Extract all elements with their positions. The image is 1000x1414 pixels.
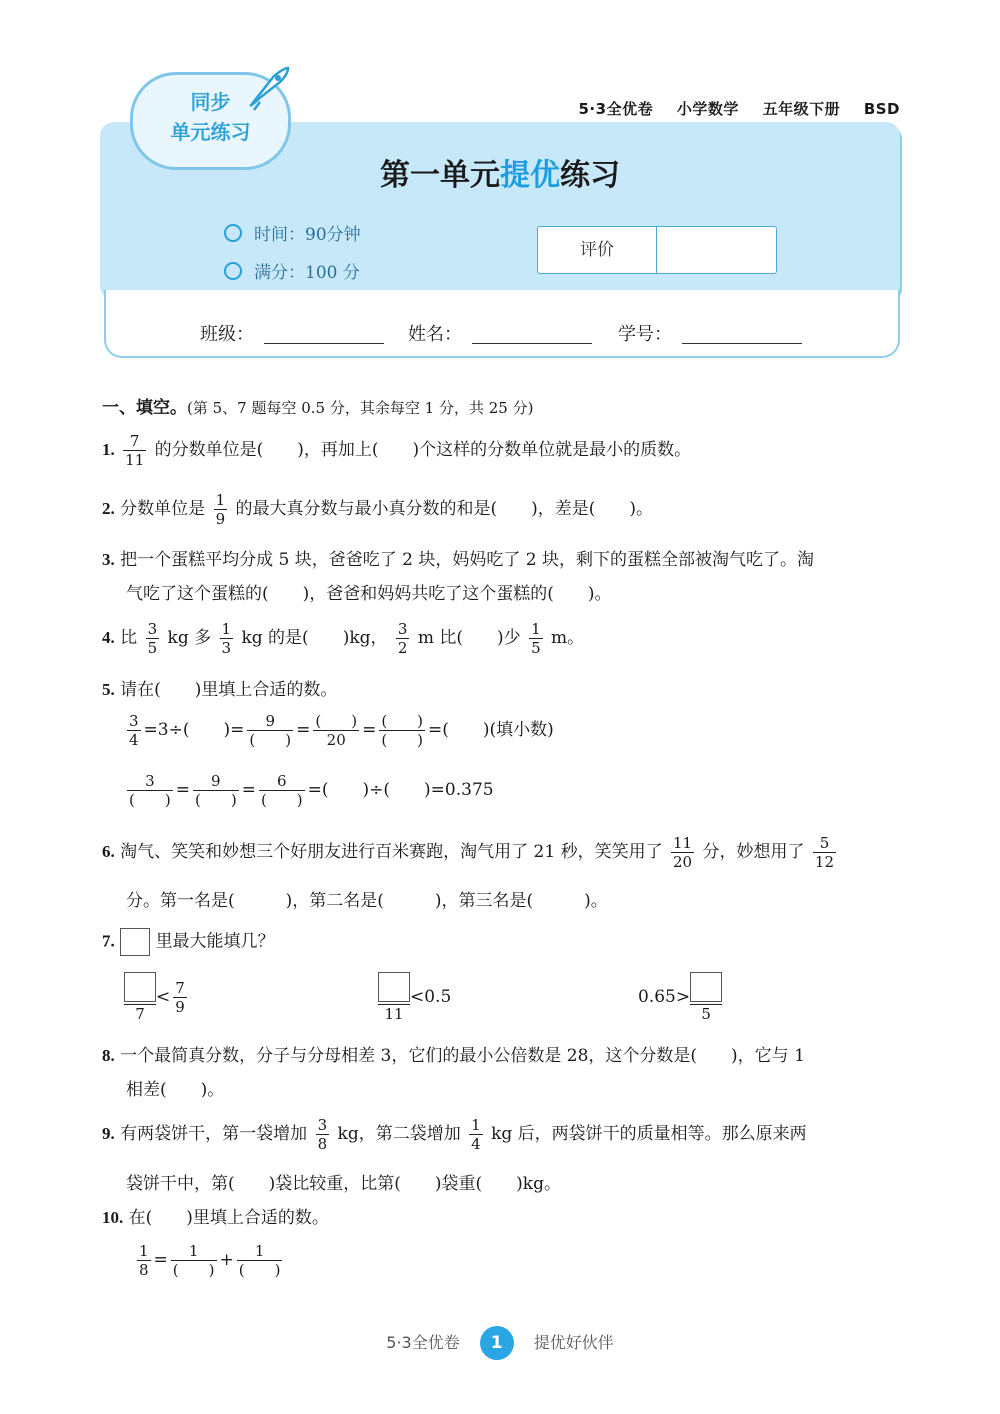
question-5-row1: $\frac{3}{4}$ =3÷( )= $\frac{9}{( )}$ = $\frac{( )}{20}$ = $\frac{( )}{( )}$ =( )(填小数) (129, 712, 554, 749)
question-7: 7. 里最大能填几？ (102, 928, 275, 956)
full-score (224, 258, 360, 283)
id-field[interactable] (618, 320, 802, 346)
series-info (561, 98, 901, 119)
fraction: $\frac{3}{5}$ (147, 620, 158, 657)
clock-icon (224, 224, 242, 242)
fraction: $\frac{7}{11}$ (125, 432, 145, 469)
question-5-row2: $\frac{3}{( )}$ = $\frac{9}{( )}$ = $\frac{6}{( )}$ =( )÷( )=0.375 (129, 772, 494, 809)
question-6-line2: 分。第一名是( )，第二名是( )，第三名是( )。 (126, 891, 608, 911)
fraction: $\frac{1}{9}$ (215, 491, 226, 528)
question-3: 3. 把一个蛋糕平均分成 5 块，爸爸吃了 2 块，妈妈吃了 2 块，剩下的蛋糕全部被淘气吃了。淘 (102, 550, 815, 570)
grade: 五年级下册 (762, 100, 841, 118)
question-7-c: 0.65> 5 (638, 972, 722, 1023)
question-8: 8. 一个最简真分数，分子与分母相差 3，它们的最小公倍数是 28，这个分数是( )，它与 1 (102, 1046, 805, 1066)
eval-label: 评价 (538, 227, 657, 273)
title-part1: 第一单元 (380, 158, 500, 193)
title-part3: 练习 (560, 158, 620, 193)
badge-line2: 单元练习 (170, 120, 251, 144)
series-name: 5·3全优卷 (578, 100, 654, 118)
score-text: 满分：100 分 (254, 263, 360, 283)
section-heading (102, 396, 533, 420)
question-9: 9. 有两袋饼干，第一袋增加 $\frac{3}{8}$ kg，第二袋增加 $\frac{1}{4}$ kg 后，两袋饼干的质量相等。那么原来两 (102, 1116, 807, 1153)
name-label: 姓名： (408, 324, 462, 345)
question-7-b: 11 <0.5 (378, 972, 451, 1023)
title-highlight: 提优 (500, 158, 560, 193)
answer-box[interactable] (690, 972, 722, 1002)
name-field[interactable] (408, 320, 592, 346)
badge-line1: 同步 (190, 90, 231, 114)
evaluation-box (537, 226, 777, 274)
subject: 小学数学 (676, 100, 739, 118)
section-title: 一、填空。 (102, 398, 187, 418)
eval-field[interactable] (657, 227, 776, 273)
footer-right: 提优好伙伴 (533, 1333, 614, 1352)
rocket-icon (244, 66, 290, 112)
fraction: $\frac{1}{3}$ (221, 620, 232, 657)
question-10: 10. 在( )里填上合适的数。 (102, 1208, 329, 1228)
question-2: 2. 分数单位是 $\frac{1}{9}$ 的最大真分数与最小真分数的和是( )，差是( )。 (102, 491, 654, 528)
question-10-equation: $\frac{1}{8}$ = $\frac{1}{( )}$ + $\frac{1}{( )}$ (139, 1242, 281, 1279)
question-8-line2: 相差( )。 (126, 1080, 225, 1100)
footer-left: 5·3全优卷 (386, 1333, 460, 1352)
answer-box[interactable] (124, 972, 156, 1002)
id-blank[interactable] (682, 343, 802, 344)
name-blank[interactable] (472, 343, 592, 344)
answer-box[interactable] (120, 928, 150, 956)
edition: BSD (863, 100, 900, 118)
fraction: $\frac{1}{5}$ (531, 620, 541, 657)
question-6: 6. 淘气、笑笑和妙想三个好朋友进行百米赛跑，淘气用了 21 秒，笑笑用了 $\frac{11}{20}$ 分，妙想用了 $\frac{5}{12}$ (102, 834, 835, 871)
class-label: 班级： (200, 324, 254, 345)
time-text: 时间：90分钟 (254, 225, 361, 245)
time-limit (224, 220, 361, 245)
question-4: 4. 比 $\frac{3}{5}$ kg 多 $\frac{1}{3}$ kg 的是( )kg， $\frac{3}{2}$ m 比( )少 $\frac{1}{5}$ m。 (102, 620, 585, 657)
question-9-line2: 袋饼干中，第( )袋比较重，比第( )袋重( )kg。 (126, 1174, 561, 1194)
question-1: 1. $\frac{7}{11}$ 的分数单位是( )，再加上( )个这样的分数单位就是最小的质数。 (102, 432, 692, 469)
fraction: $\frac{3}{2}$ (397, 620, 408, 657)
question-7-a: 7 < $\frac{7}{9}$ (124, 972, 190, 1023)
class-blank[interactable] (264, 343, 384, 344)
section-note: (第 5、7 题每空 0.5 分，其余每空 1 分，共 25 分) (187, 399, 534, 417)
page-footer (0, 1326, 1000, 1360)
id-label: 学号： (618, 324, 672, 345)
check-icon (224, 262, 242, 280)
page-number: 1 (480, 1326, 514, 1360)
page-title (0, 150, 1000, 194)
answer-box[interactable] (378, 972, 410, 1002)
question-3-line2: 气吃了这个蛋糕的( )，爸爸和妈妈共吃了这个蛋糕的( )。 (126, 584, 612, 604)
question-5: 5. 请在( )里填上合适的数。 (102, 680, 338, 700)
class-field[interactable] (200, 320, 384, 346)
